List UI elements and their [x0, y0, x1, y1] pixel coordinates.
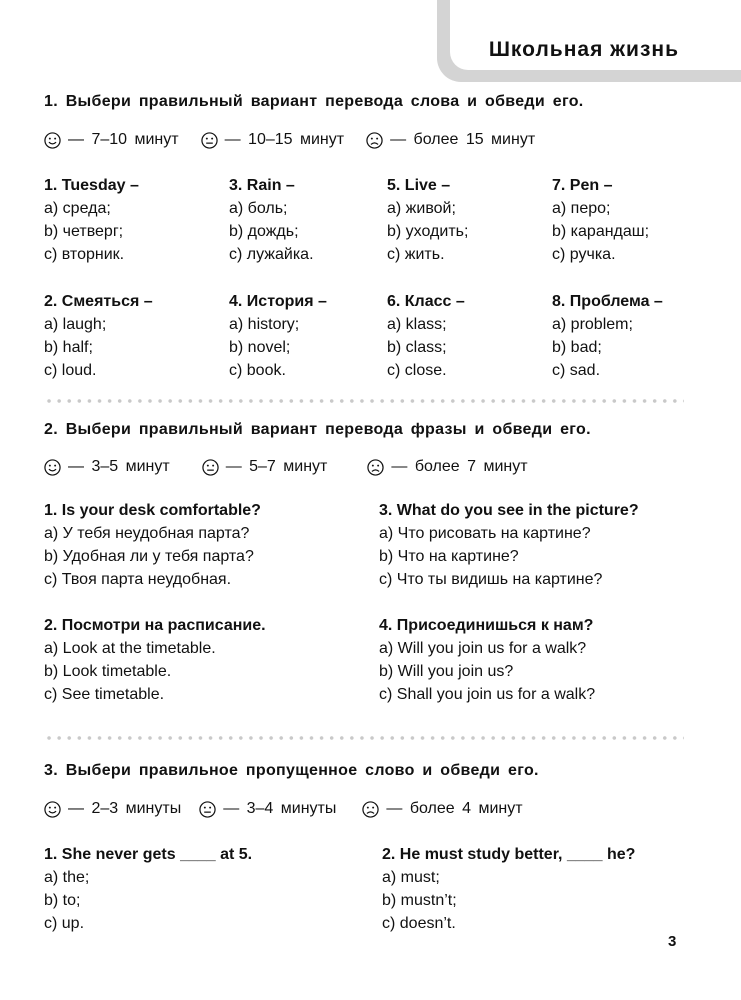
- answer-option[interactable]: b) Что на картине?: [379, 548, 519, 565]
- question-head: 4. История –: [229, 293, 327, 310]
- exercise-1-timing: [44, 131, 557, 149]
- answer-option[interactable]: a) У тебя неудобная парта?: [44, 525, 250, 542]
- exercise-1-title: 1. Выбери правильный вариант перевода слова и обведи его.: [44, 93, 584, 110]
- question-block: [387, 174, 468, 266]
- answer-option[interactable]: b) дождь;: [229, 223, 299, 240]
- smiling-face-icon: [44, 132, 61, 149]
- timing-medium-text: — 3–4 минуты: [223, 800, 337, 817]
- timing-fast-text: — 3–5 минут: [68, 458, 170, 475]
- timing-fast-text: — 2–3 минуты: [68, 800, 182, 817]
- answer-option[interactable]: b) half;: [44, 339, 93, 356]
- answer-option[interactable]: c) Shall you join us for a walk?: [379, 686, 596, 703]
- question-block: [44, 174, 139, 266]
- answer-option[interactable]: c) лужайка.: [229, 246, 314, 263]
- timing-medium-text: — 5–7 минут: [225, 458, 328, 475]
- answer-option[interactable]: a) боль;: [229, 200, 288, 217]
- answer-option[interactable]: b) to;: [44, 892, 81, 909]
- answer-option[interactable]: c) ручка.: [552, 246, 616, 263]
- answer-option[interactable]: a) перо;: [552, 200, 611, 217]
- answer-option[interactable]: c) doesn’t.: [382, 915, 456, 932]
- answer-option[interactable]: a) Will you join us for a walk?: [379, 640, 587, 657]
- smiling-face-icon: [44, 801, 61, 818]
- question-head: 1. Tuesday –: [44, 177, 139, 194]
- question-head: 8. Проблема –: [552, 293, 663, 310]
- question-head: 3. What do you see in the picture?: [379, 502, 639, 519]
- answer-option[interactable]: a) must;: [382, 869, 440, 886]
- question-head: 5. Live –: [387, 177, 451, 194]
- timing-medium-text: — 10–15 минут: [224, 131, 345, 148]
- answer-option[interactable]: b) Will you join us?: [379, 663, 514, 680]
- question-block: [552, 290, 663, 382]
- question-block: [379, 614, 595, 706]
- question-block: [379, 499, 639, 591]
- question-block: [44, 290, 153, 382]
- page-number: 3: [668, 933, 677, 950]
- timing-slow-text: — более 7 минут: [391, 458, 528, 475]
- answer-option[interactable]: c) loud.: [44, 362, 97, 379]
- answer-option[interactable]: c) Твоя парта неудобная.: [44, 571, 232, 588]
- answer-option[interactable]: b) уходить;: [387, 223, 469, 240]
- answer-option[interactable]: b) карандаш;: [552, 223, 650, 240]
- question-head: 1. Is your desk comfortable?: [44, 502, 261, 519]
- smiling-face-icon: [44, 459, 61, 476]
- answer-option[interactable]: b) mustn’t;: [382, 892, 457, 909]
- sad-face-icon: [367, 459, 384, 476]
- sad-face-icon: [362, 801, 379, 818]
- question-head: 4. Присоединишься к нам?: [379, 617, 594, 634]
- exercise-2-timing: [44, 458, 550, 476]
- question-head: 3. Rain –: [229, 177, 295, 194]
- page-title: Школьная жизнь: [488, 38, 679, 61]
- answer-option[interactable]: a) laugh;: [44, 316, 107, 333]
- answer-option[interactable]: b) Look timetable.: [44, 663, 172, 680]
- answer-option[interactable]: c) See timetable.: [44, 686, 165, 703]
- answer-option[interactable]: c) вторник.: [44, 246, 125, 263]
- answer-option[interactable]: b) novel;: [229, 339, 291, 356]
- timing-slow-text: — более 4 минут: [386, 800, 523, 817]
- question-head: 1. She never gets ____ at 5.: [44, 846, 253, 863]
- neutral-face-icon: [202, 459, 219, 476]
- sad-face-icon: [366, 132, 383, 149]
- answer-option[interactable]: a) Look at the timetable.: [44, 640, 216, 657]
- question-head: 2. Смеяться –: [44, 293, 153, 310]
- answer-option[interactable]: a) problem;: [552, 316, 633, 333]
- question-head: 7. Pen –: [552, 177, 613, 194]
- question-head: 2. Посмотри на расписание.: [44, 617, 266, 634]
- question-head: 2. He must study better, ____ he?: [382, 846, 636, 863]
- answer-option[interactable]: c) жить.: [387, 246, 445, 263]
- answer-option[interactable]: c) up.: [44, 915, 85, 932]
- answer-option[interactable]: b) bad;: [552, 339, 602, 356]
- answer-option[interactable]: a) klass;: [387, 316, 447, 333]
- answer-option[interactable]: c) book.: [229, 362, 286, 379]
- answer-option[interactable]: a) the;: [44, 869, 90, 886]
- question-block: [382, 843, 635, 935]
- dotted-divider: [44, 399, 684, 403]
- question-block: [229, 174, 314, 266]
- neutral-face-icon: [201, 132, 218, 149]
- answer-option[interactable]: c) close.: [387, 362, 447, 379]
- exercise-2-title: 2. Выбери правильный вариант перевода фразы и обведи его.: [44, 421, 591, 438]
- answer-option[interactable]: c) sad.: [552, 362, 601, 379]
- dotted-divider: [44, 736, 684, 740]
- exercise-3-timing: [44, 800, 545, 818]
- answer-option[interactable]: a) среда;: [44, 200, 111, 217]
- neutral-face-icon: [199, 801, 216, 818]
- answer-option[interactable]: b) Удобная ли у тебя парта?: [44, 548, 254, 565]
- question-block: [44, 499, 261, 591]
- answer-option[interactable]: c) Что ты видишь на картине?: [379, 571, 603, 588]
- answer-option[interactable]: b) четверг;: [44, 223, 124, 240]
- exercise-3-title: 3. Выбери правильное пропущенное слово и обведи его.: [44, 762, 539, 779]
- answer-option[interactable]: a) history;: [229, 316, 300, 333]
- timing-fast-text: — 7–10 минут: [68, 131, 179, 148]
- question-block: [229, 290, 327, 382]
- answer-option[interactable]: a) живой;: [387, 200, 456, 217]
- question-block: [552, 174, 649, 266]
- timing-slow-text: — более 15 минут: [390, 131, 536, 148]
- question-block: [387, 290, 465, 382]
- answer-option[interactable]: b) class;: [387, 339, 447, 356]
- answer-option[interactable]: a) Что рисовать на картине?: [379, 525, 591, 542]
- question-block: [44, 614, 266, 706]
- question-block: [44, 843, 252, 935]
- question-head: 6. Класс –: [387, 293, 465, 310]
